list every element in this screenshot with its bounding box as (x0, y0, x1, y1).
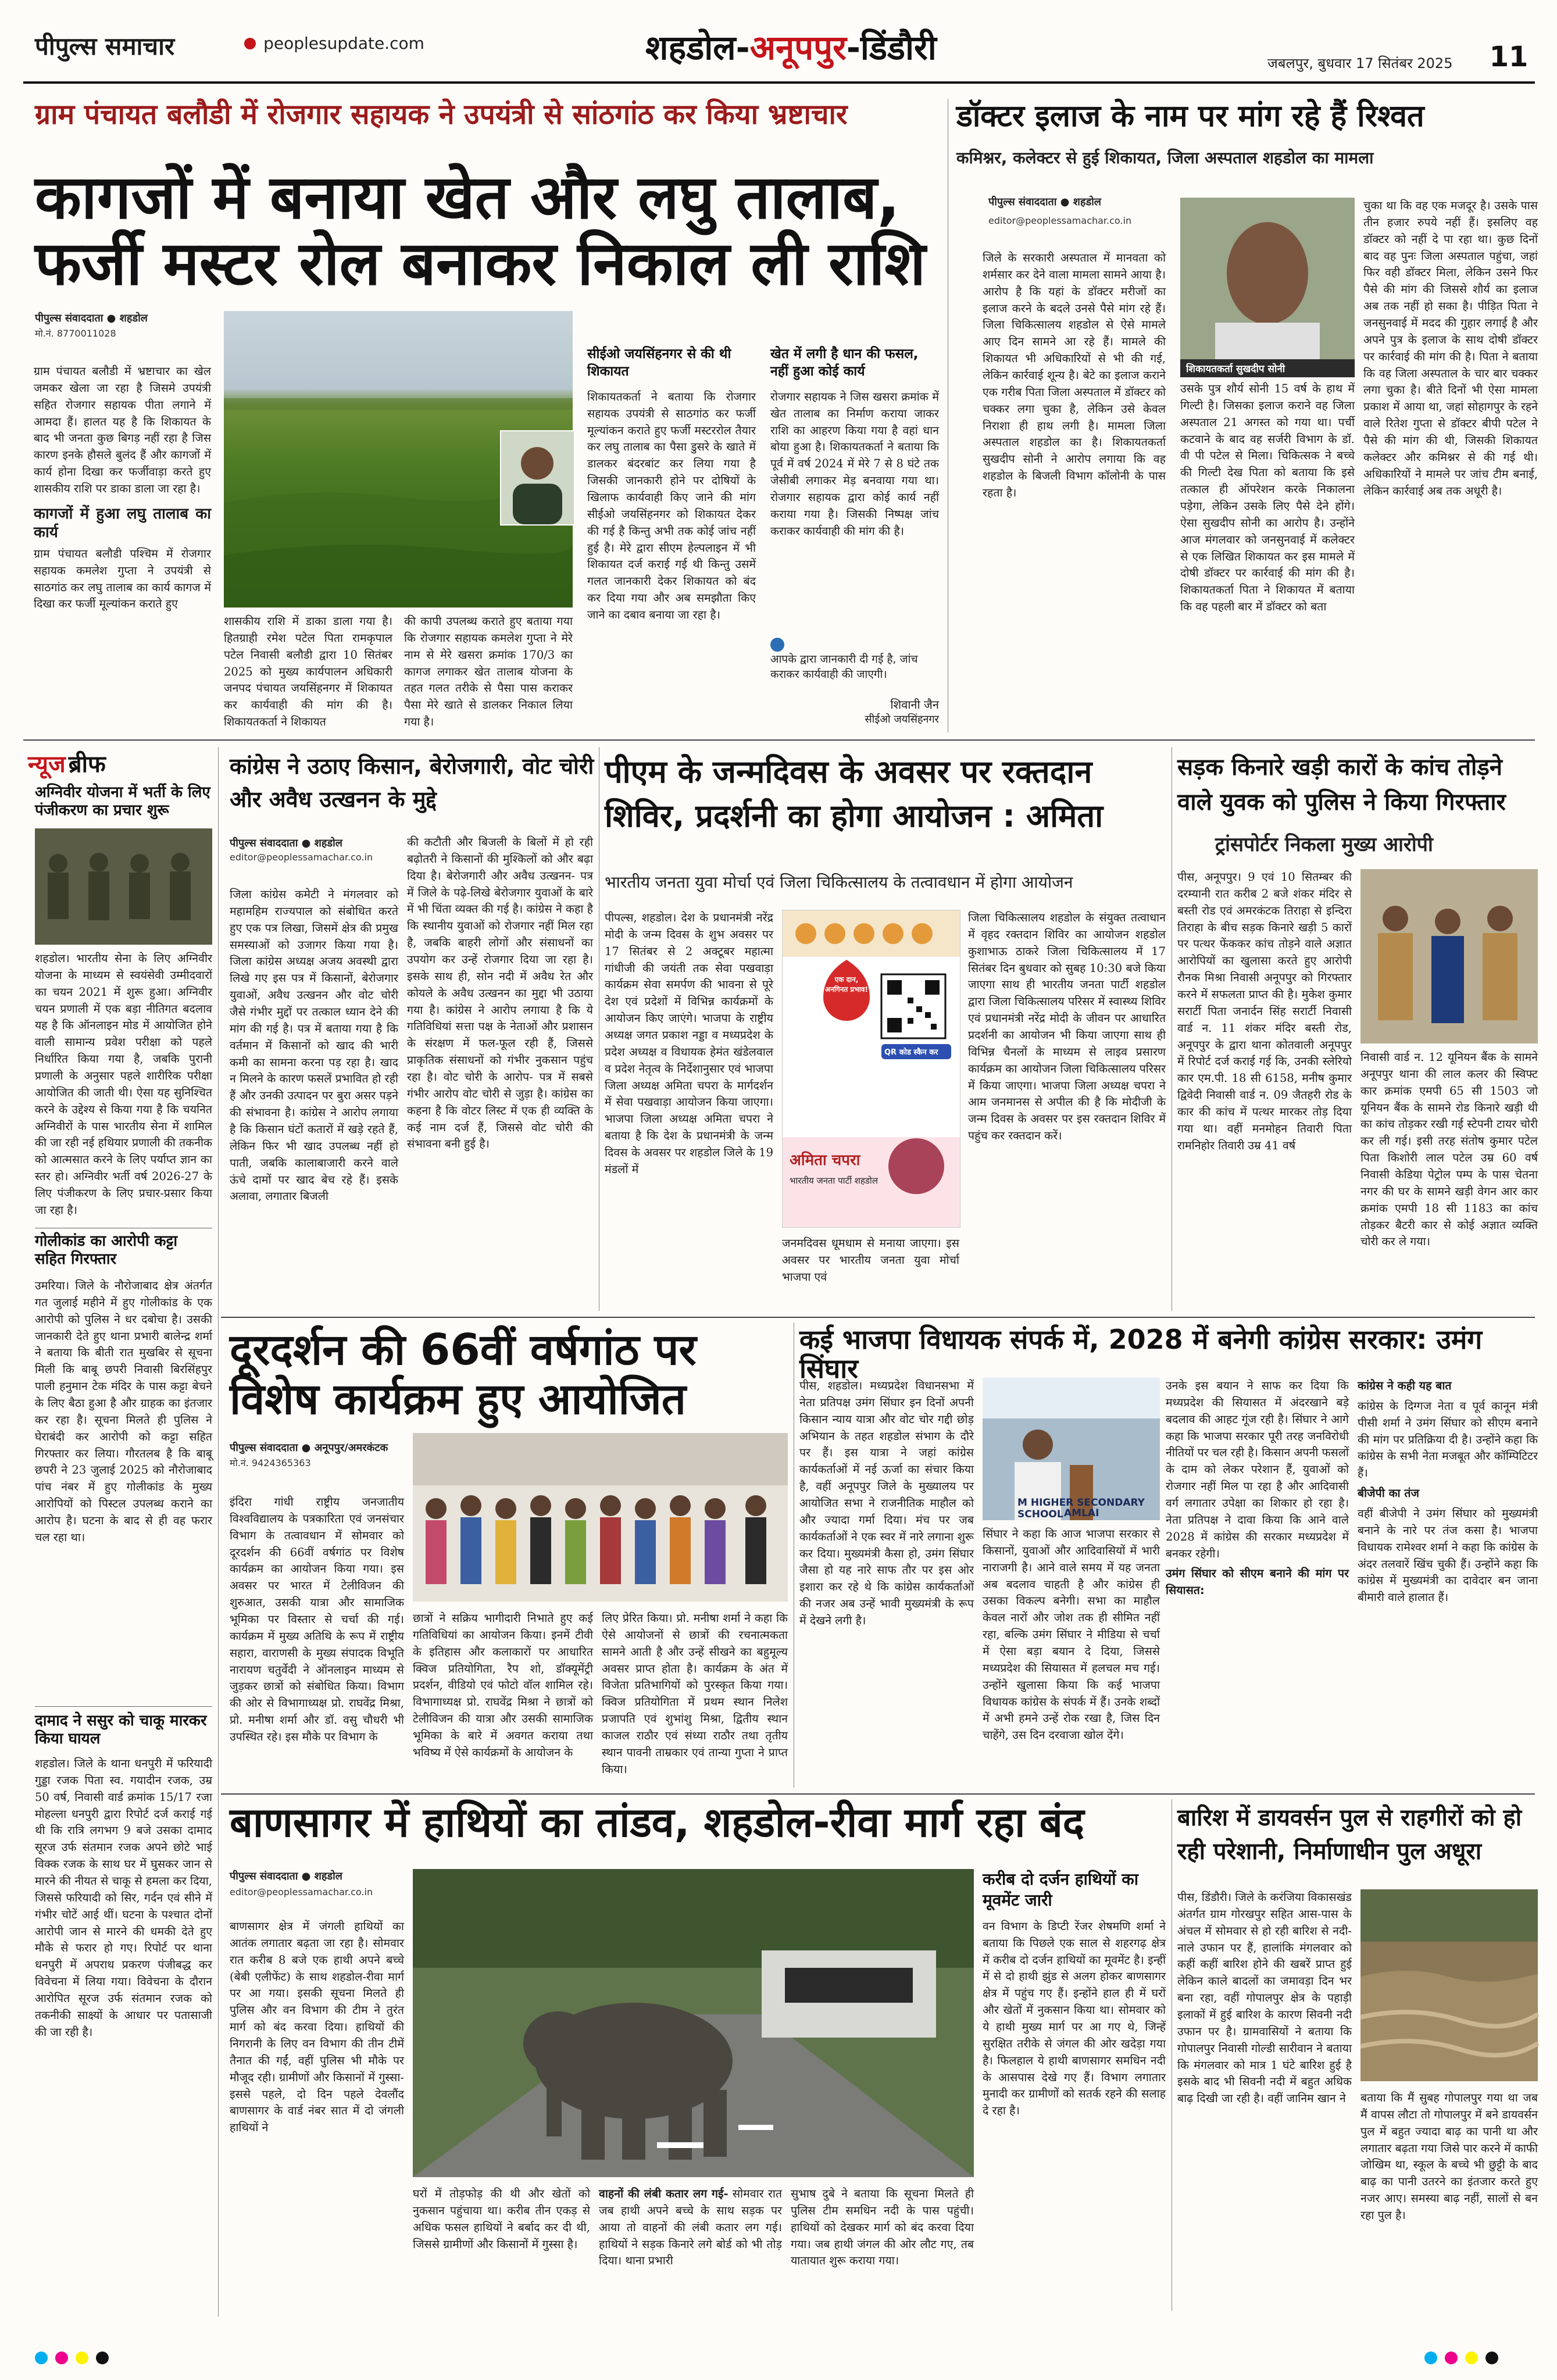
elephant-road-photo (413, 1869, 974, 2177)
doctor-byline: पीपुल्स संवाददाता ● शहडोल (988, 196, 1101, 208)
logo-text: पीपुल्स समाचार (35, 32, 175, 60)
congress-headline: कांग्रेस ने उठाए किसान, बेरोजगारी, वोट चोरी और अवैध उत्खनन के मुद्दे (230, 753, 594, 812)
pm-col-1 (605, 910, 773, 1311)
website-text: peoplesupdate.com (263, 34, 424, 53)
registration-dot-black (96, 2352, 109, 2364)
umang-col-4-sub-2: बीजेपी का तंज (1358, 1486, 1419, 1500)
lead-col-5 (770, 346, 939, 726)
umang-col-4b-text: वहीं बीजेपी ने उमंग सिंघार को मुख्यमंत्री बनाने के नारे पर तंज कसा है। भाजपा विधायक रामेश्वर शर्मा ने कहा कि कांग्रेस के अंदर तलवारें खिंच चुकी हैं। उन्होंने कहा कि कांग्रेस में मुख्यमंत्री का दावेदार बन जाना बीमारी वाले हालात हैं। (1358, 1507, 1538, 1604)
registration-dot-cyan-2 (1424, 2352, 1437, 2364)
flood-illustration (1360, 1889, 1538, 2081)
umang-col-3-sub: उमंग सिंघार को सीएम बनाने की मांग पर सियासत: (1166, 1567, 1349, 1598)
umang-headline: कई भाजपा विधायक संपर्क में, 2028 में बनेगी कांग्रेस सरकार: उमंग सिंघार (799, 1324, 1483, 1384)
pm-headline: पीएम के जन्मदिवस के अवसर पर रक्तदान शिविर, प्रदर्शनी का होगा आयोजन : अमिता (605, 753, 1104, 834)
lead-col-5-text: रोजगार सहायक ने जिस खसरा क्रमांक में खेत तालाब का निर्माण कराया जाकर राशि का आहरण किया गया है वहां धान बोया हुआ है। शिकायतकर्ता ने बताया कि पूर्व में वर्ष 2024 में मेरे 7 से 8 घंटे तक जेसीबी लगाकर मेड़ बनवाया गया था। रोजगार सहायक द्वारा कोई कार्य नहीं कराया गया है। जिसकी निष्पक्ष जांच कराकर कार्यवाही की मांग की है। (770, 389, 939, 538)
elephant-col-4: सुभाष दुबे ने बताया कि सूचना मिलते ही पुलिस टीम समधिन नदी के पास पहुंची। हाथियों को देखकर मार्ग को बंद करवा दिया गया। जब हाथी जंगल की ओर लौट गए, तब यातायात शुरू कराया गया। (791, 2187, 974, 2268)
lead-kicker: ग्राम पंचायत बलौडी में रोजगार सहायक ने उपयंत्री से सांठगांठ कर किया भ्रष्टाचार (35, 98, 848, 131)
bridge-headline: बारिश में डायवर्सन पुल से राहगीरों को हो रही परेशानी, निर्माणाधीन पुल अधूरा (1177, 1804, 1522, 1865)
brief-3-head: दामाद ने ससुर को चाकू मारकर किया घायल (35, 1712, 207, 1748)
school-sign-text-2: AMLAI (1064, 1507, 1099, 1519)
doctor-headline: डॉक्टर इलाज के नाम पर मांग रहे हैं रिश्वत (956, 99, 1424, 134)
dd-byline: पीपुल्स संवाददाता ● अनूपपुर/अमरकंटक (230, 1442, 388, 1454)
poster-name: अमिता चपरा (790, 1152, 860, 1169)
lead-phone: मो.नं. 8770011028 (35, 328, 116, 339)
brief-label-part-2: ब्रीफ (68, 751, 106, 778)
doctor-email: editor@peoplessamachar.co.in (988, 215, 1132, 226)
umang-col-3 (1166, 1378, 1349, 1785)
man-portrait-icon (1180, 198, 1355, 375)
doctor-col-1: जिले के सरकारी अस्पताल में मानवता को शर्मसार कर देने वाला मामला सामने आया है। आरोप है कि यहां के डॉक्टर मरीजों का इलाज करने के बदले उनसे पैसे मांग रहे हैं। जिला चिकित्सालय शहडोल से ऐसे मामले आए दिन सामने आ रहे हैं। मामले की शिकायत भी अधिकारियों से भी की गई, लेकिन कार्रवाई शून्य है। बेटे का इलाज कराने एक गरीब पिता जिला अस्पताल में डॉक्टर को चक्कर लगा चुका है, लेकिन उसे केवल निराशा ही हाथ लगी है। मामला जिला अस्पताल शहडोल का है। शिकायतकर्ता सुखदीप सोनी ने आरोप लगाया कि वह शहडोल के बिजली विभाग कॉलोनी के पास रहता है। (983, 251, 1166, 500)
elephant-sidebar-head: करीब दो दर्जन हाथियों का मूवमेंट जारी (983, 1870, 1139, 1910)
lead-col-1-text: ग्राम पंचायत बलौडी में भ्रष्टाचार का खेल जमकर खेला जा रहा है जिसमे उपयंत्री सहित रोजगार सहायक पीता लगाने में आमदा हैं। हालत यह है कि शिकायत के बाद भी जनता कुछ बिगड़ नहीं रहा है जिस कारण इनके हौसले बुलंद हैं और कागजों में कार्य होना दिखा कर फर्जीवाड़ा करते हुए शासकीय राशि पर डाका डाला जा रहा है। (34, 364, 211, 496)
students-group-illustration (413, 1433, 788, 1602)
congress-byline: पीपुल्स संवाददाता ● शहडोल (230, 837, 342, 849)
umang-col-4 (1358, 1378, 1538, 1785)
umang-col-1: पीस, शहडोल। मध्यप्रदेश विधानसभा में नेता प्रतिपक्ष उमंग सिंघार इन दिनों अपनी किसान न्याय यात्रा और वोट चोर गद्दी छोड़ अभियान के तहत शहडोल संभाग के दौरे पर हैं। इस यात्रा ने जहां कांग्रेस कार्यकर्ताओं में नई ऊर्जा का संचार किया है, वहीं अनूपपुर जिले के मुख्यालय पर आयोजित सभा ने राजनीतिक माहौल को और ज्यादा गर्मा दिया। मंच पर जब कार्यकर्ताओं ने एक स्वर में नारे लगाना शुरू कर दिया। मुख्यमंत्री कैसा हो, उमंग सिंघार जैसा हो यह नारे साफ तौर पर इस ओर इशारा कर रहे थे कि कांग्रेस कार्यकर्ताओं की नजर अब उन्हें भावी मुख्यमंत्री के रूप में देखने लगी है। (799, 1379, 974, 1628)
elephant-headline: बाणसागर में हाथियों का तांडव, शहडोल-रीवा मार्ग रहा बंद (230, 1799, 1084, 1846)
brief-1-body: शहडोल। भारतीय सेना के लिए अग्निवीर योजना के माध्यम से स्वयंसेवी उम्मीदवारों का चयन 2021 में शुरू हुआ। अग्निवीर चयन प्रणाली में एक बड़ा नीतिगत बदलाव यह है कि ऑनलाइन मोड में आयोजित होने वाली सामान्य प्रवेश परीक्षा को पहले निर्धारित किया गया है, जबकि पुरानी प्रणाली के अनुसार पहले शारीरिक परीक्षा आयोजित की जाती थी। ऐसा यह सुनिश्चित करने के उद्देश्य से किया गया है कि चयनित अग्निवीरों के पास भारतीय सेना में शामिल की जा रही नई हथियार प्रणाली की तकनीक को आत्मसात करने के लिए पर्याप्त ज्ञान का स्तर हो। अग्निवीर भर्ती वर्ष 2026-27 के लिए पंजीकरण के लिए प्रचार-प्रसार किया जा रहा है। (35, 952, 212, 1217)
dd-col-2: छात्रों ने सक्रिय भागीदारी निभाते हुए कई गतिविधियां का आयोजन किया। इनमें टीवी के इतिहास और कलाकारों पर आधारित क्विज प्रतियोगिता, रैप शो, डॉक्यूमेंट्री प्रदर्शन, वीडियो एवं फोटो वॉल शामिल रहे। विभागाध्यक्ष प्रो. राघवेंद्र मिश्रा ने छात्रों को टेलीविजन की यात्रा और उसकी सामाजिक भूमिका के बारे में अवगत कराया तथा भविष्य में ऐसे कार्यक्रमों के आयोजन के (413, 1611, 593, 1759)
elephant-col-3-head: वाहनों की लंबी कतार लग गई- (599, 2187, 728, 2200)
car-col-2: निवासी वार्ड न. 12 यूनियन बैंक के सामने अनूपपुर थाना की लाल कलर की स्विफ्ट कार क्रमांक एमपी 65 सी 1503 जो यूनियन बैंक के सामने रोड किनारे खड़ी थी का कांच तोड़कर रखी गई स्टेपनी टायर चोरी कर ली गई। इसी तरह संतोष कुमार पटेल पिता किशोरी लाल पटेल उम्र 60 वर्ष निवासी केडिया पेट्रोल पम्प के पास चेतना नगर की घर के सामने खड़ी वेगन आर कार क्रमांक एमपी 18 सी 1183 का कांच तोड़कर बैटरी कार से कोई अज्ञात व्यक्ति चोरी कर ले गया। (1360, 1050, 1538, 1249)
lead-col-4-head: सीईओ जयसिंहनगर से की थी शिकायत (587, 346, 731, 379)
quote-by: शिवानी जैन (890, 697, 939, 712)
elephant-byline: पीपुल्स संवाददाता ● शहडोल (230, 1870, 342, 1882)
lead-byline-text: पीपुल्स संवाददाता ● शहडोल (35, 312, 148, 324)
registration-dot-magenta-2 (1445, 2352, 1458, 2364)
poster-qr-text: QR कोड स्कैन कर (884, 1048, 938, 1057)
flooded-bridge-photo (1360, 1889, 1538, 2081)
pm-col-1b: जनमदिवस धूमधाम से मनाया जाएगा। इस अवसर पर भारतीय जनता युवा मोर्चा भाजपा एवं (782, 1237, 959, 1284)
quote-icon (770, 638, 784, 652)
website-label[interactable] (244, 34, 424, 53)
umang-col-4-text: कांग्रेस के दिग्गज नेता व पूर्व कानून मंत्री पीसी शर्मा ने उमंग सिंघार को सीएम बनाने की मांग पर प्रतिक्रिया दी है। उन्होंने कहा कि कांग्रेस के सभी नेता मजबूत और कॉम्पिटिटर हैं। (1358, 1399, 1538, 1480)
doctor-photo-caption: शिकायतकर्ता सुखदीप सोनी (1180, 359, 1355, 377)
dd-col-3: लिए प्रेरित किया। प्रो. मनीषा शर्मा ने कहा कि ऐसे आयोजनों से छात्रों की रचनात्मकता सामने आती है और उन्हें सीखने का बहुमूल्य अवसर प्राप्त होता है। कार्यक्रम के अंत में विजेता प्रतिभागियों को पुरस्कृत किया गया। क्विज प्रतियोगिता में प्रथम स्थान निलेश प्रजापति एवं शुभांशु मिश्रा, द्वितीय स्थान काजल राठौर एवं संध्या राठौर तथा तृतीय स्थान पावनी ताम्रकार एवं तान्या गुप्ता ने प्राप्त किया। (602, 1611, 788, 1776)
lead-col-4-text: शिकायतकर्ता ने बताया कि रोजगार सहायक उपयंत्री से साठगांठ कर फर्जी मूल्यांकन कराते हुए फर्जी मस्टररोल तैयार कर लघु तालाब का पैसा डुसरे के खाते में डालकर बंदरबांट कर लिया गया है जिसकी जानकारी होने पर दोषियों के खिलाफ कार्यवाही किए जाने की मांग सीईओ जयसिंहनगर को शिकायत देकर की गई है किन्तु अभी तक कोई जांच नहीं हुई है। मेरे द्वारा सीएम हेल्पलाइन में भी शिकायत दर्ज कराई गई थी किन्तु उसमें गलत जानकारी देकर शिकायत को बंद कर दिया गया और अब समझौता किए जाने का दबाव बनाया जा रहा है। (587, 389, 756, 621)
divider-brief (218, 747, 219, 2317)
elephant-col-3-text (599, 2186, 782, 2270)
section-title-part-1: शहडोल- (645, 28, 750, 67)
lead-col-1 (34, 363, 211, 637)
complainant-sukhdeep-photo (1180, 198, 1355, 375)
page-number: 11 (1489, 41, 1529, 73)
car-headline: सड़क किनारे खड़ी कारों के कांच तोड़ने वाले युवक को पुलिस ने किया गिरफ्तार (1177, 754, 1506, 816)
elephant-col-1: बाणसागर क्षेत्र में जंगली हाथियों का आतंक लगातार बढ़ता जा रहा है। सोमवार रात करीब 8 बजे एक हाथी अपने बच्चे (बेबी एलीफेंट) के साथ शहडोल-रीवा मार्ग पर आ गया। इसकी सूचना मिलते ही पुलिस और वन विभाग की टीम ने तुरंत मार्ग को बंद करवा दिया। हाथियों की निगरानी के लिए वन विभाग की तीन टीमें तैनात की गईं, वहीं पुलिस भी मौके पर मौजूद रही। ग्रामीणों और किसानों में गुस्सा- इससे पहले, दो दिन पहले देवलौंद बाणसागर के वार्ड नंबर सात में दो जंगली हाथियों ने (230, 1920, 404, 2135)
lead-col-4 (587, 346, 756, 752)
school-sign-text: M HIGHER SECONDARY SCHOOL (1017, 1497, 1145, 1520)
elephant-sidebar-body: वन विभाग के डिप्टी रेंजर शेषमणि शर्मा ने बताया कि पिछले एक साल से शहरगढ़ क्षेत्र में करीब दो दर्जन हाथियों का मूवमेंट है। इन्हीं में से दो हाथी झुंड से अलग होकर बाणसागर क्षेत्र में पहुंच गए हैं। इन्होंने हाल ही में घरों और खेतों में नुकसान किया था। सोमवार को ये हाथी मुख्य मार्ग पर आ गए थे, जिन्हें सुरक्षित तरीके से जंगल की ओर खदेड़ा गया है। फिलहाल ये हाथी बाणसागर समधिन नदी के आसपास देखे गए हैं। विभाग लगातार मुनादी कर ग्रामीणों को सतर्क रहने की सलाह दे रहा है। (983, 1919, 1166, 2118)
lead-col-1b-text: ग्राम पंचायत बलौडी पश्चिम में रोजगार सहायक कमलेश गुप्ता ने उपयंत्री से साठगांठ कर लघु तालाब का कार्य कागज में दिखा कर फर्जी मूल्यांकन कराते हुए (34, 546, 211, 611)
elephant-col-3 (599, 2186, 782, 2308)
doctor-col-3: चुका था कि वह एक मजदूर है। उसके पास तीन हजार रुपये नहीं हैं। इसलिए वह डॉक्टर को नहीं दे पा रहा था। कुछ दिनों बाद वह पुनः जिला अस्पताल पहुंचा, जहां फिर वही डॉक्टर मिला, लेकिन उसने फिर पैसे की मांग की जिससे शौर्य का इलाज अब तक नहीं हो सका है। पीड़ित पिता ने जनसुनवाई में मदद की गुहार लगाई है और अपने पुत्र के इलाज के साथ दोषी डॉक्टर पर कार्रवाई की मांग की है। पिता ने बताया कि वह जिला अस्पताल के चार बार चक्कर लगा चुका है। बीते दिनों भी ऐसा मामला प्रकाश में आया था, जहां सोहागपुर के रहने वाले रितेश गुप्ता से डॉक्टर बीपी पटेल ने पैसे की मांग की थी, जिसकी शिकायत कलेक्टर और कमिश्नर से की गई थी। अधिकारियों ने मामले पर जांच टीम बनाई, लेकिन कार्रवाई अब तक अधूरी है। (1363, 199, 1538, 498)
umang-col-2: सिंघार ने कहा कि आज भाजपा सरकार से किसानों, युवाओं और आदिवासियों में भारी नाराजगी है। आने वाले समय में यह जनता अब बदलाव चाहती है और कांग्रेस ही उसका विकल्प बनेगी। सभा का माहौल केवल नारों और जोश तक ही सीमित नहीं रहा, बल्कि उमंग सिंघार ने मीडिया से चर्चा में ऐसा बड़ा बयान दे दिया, जिससे मध्यप्रदेश की सियासत में हलचल मच गई। उन्होंने खुलासा किया कि कई भाजपा विधायक कांग्रेस के संपर्क में हैं। उनके शब्दों में अभी हमने उन्हें रोक रखा है, जिस दिन चाहेंगे, उस दिन दरवाजा खोल देंगे। (983, 1527, 1160, 1742)
dd-col-1: इंदिरा गांधी राष्ट्रीय जनजातीय विश्वविद्यालय के पत्रकारिता एवं जनसंचार विभाग के तत्वावधान में सोमवार को दूरदर्शन की 66वीं वर्षगांठ पर विशेष कार्यक्रम का आयोजन किया गया। इस अवसर पर भारत में टेलीविजन की शुरुआत, उसकी यात्रा और सामाजिक भूमिका पर विस्तार से चर्चा की गई। कार्यक्रम में मुख्य अतिथि के रूप में राष्ट्रीय सहारा, वाराणसी के मुख्य संपादक विभूति नारायण चतुर्वेदी ने ऑनलाइन माध्यम से जुड़कर छात्रों को संबोधित किया। विभाग की ओर से विभागाध्यक्ष प्रो. राघवेंद्र मिश्रा, प्रो. मनीषा शर्मा और डॉ. वसु चौधरी भी उपस्थित रहे। इस मौके पर विभाग के (230, 1495, 404, 1744)
doctor-subhead: कमिश्नर, कलेक्टर से हुई शिकायत, जिला अस्पताल शहडोल का मामला (956, 148, 1374, 167)
section-title-part-2: अनूपपुर (749, 28, 847, 67)
divider-row-3 (221, 1793, 1535, 1795)
globe-icon (244, 38, 256, 49)
registration-dot-black-2 (1485, 2352, 1498, 2364)
lead-headline: कागजों में बनाया खेत और लघु तालाब, फर्जी मस्टर रोल बनाकर निकाल ली राशि (35, 162, 926, 299)
quote-role: सीईओ जयसिंहनगर (865, 713, 939, 726)
brief-label-part-1: न्यूज (28, 751, 66, 778)
news-brief-label (28, 747, 106, 779)
blood-donation-poster (782, 910, 960, 1228)
elephant-email: editor@peoplessamachar.co.in (230, 1886, 373, 1897)
section-title (645, 23, 937, 69)
soldiers-photo (35, 828, 212, 945)
elephant-col-3-body: सोमवार रात जब हाथी अपने बच्चे के साथ सड़क पर आया तो वाहनों की लंबी कतार लग गई। हाथियों ने सड़क किनारे लगे बोर्ड को भी तोड़ दिया। थाना प्रभारी (599, 2187, 782, 2268)
color-registration-strip-right (1424, 2352, 1503, 2367)
quote-text: आपके द्वारा जानकारी दी गई है, जांच कराकर कार्यवाही की जाएगी। (770, 652, 918, 681)
poster-role: भारतीय जनता पार्टी शहडोल (790, 1175, 878, 1186)
police-group-illustration (1360, 869, 1538, 1044)
pm-col-1-text: पीपल्स, शहडोल। देश के प्रधानमंत्री नरेंद्र मोदी के जन्म दिवस के शुभ अवसर पर 17 सितंबर से 2 अक्टूबर महात्मा गांधीजी की जयंती तक सेवा पखवाड़ा कार्यक्रम सेवा समर्पण की भावना से पूरे देश एवं प्रदेशों में विभिन्न कार्यक्रमों के आयोजन किए जाएंगे। भाजपा के राष्ट्रीय अध्यक्ष जगत प्रकाश नड्डा व मध्यप्रदेश के प्रदेश अध्यक्ष व विधायक हेमंत खंडेलवाल व प्रदेश नेतृत्व के निर्देशानुसार एवं भाजपा जिला अध्यक्ष अमिता चपरा के मार्गदर्शन में सेवा पखवाड़ा आयोजन किया जाएगा। भाजपा जिला अध्यक्ष अमिता चपरा ने बताया है कि देश के प्रधानमंत्री के जन्म दिवस के अवसर पर शहडोल जिले के 19 मंडलों में (605, 911, 773, 1176)
brief-2-head: गोलीकांड का आरोपी कट्टा सहित गिरफ्तार (35, 1232, 178, 1268)
lead-byline (35, 311, 148, 325)
police-arrest-photo (1360, 869, 1538, 1044)
registration-dot-yellow (76, 2352, 88, 2364)
dateline: जबलपुर, बुधवार 17 सितंबर 2025 (1267, 55, 1453, 72)
elephant-col-2: घरों में तोड़फोड़ की थी और खेतों को नुकसान पहुंचाया था। करीब तीन एकड़ से अधिक फसल हाथियों ने बर्बाद कर दी थी, जिससे ग्रामीणों और किसानों में गुस्सा है। (413, 2187, 590, 2251)
dd-phone: मो.नं. 9424365363 (230, 1457, 311, 1468)
soldiers-illustration (35, 828, 212, 945)
car-col-1: पीस, अनूपपुर। 9 एवं 10 सितम्बर की दरम्यानी रात करीब 2 बजे शंकर मंदिर से बस्ती रोड एवं अमरकंटक तिराहा से इन्दिरा तिराहा के बीच सड़क किनारे खड़ी 5 कारों पर पत्थर फेंककर कांच तोड़ने वाले अज्ञात आरोपियों का खुलासा करते हुए आरोपी रौनक मिश्रा निवासी अनूपपुर को गिरफ्तार करने में सफलता प्राप्त की है। मुकेश कुमार सरार्टी पिता जनार्दन सिंह सरार्टी निवासी वार्ड न. 11 शंकर मंदिर बस्ती रोड, अनूपपुर के द्वारा थाना कोतवाली अनूपपुर में रिपोर्ट दर्ज कराई गई कि, उनकी स्लेरियो कार एम.पी. 18 सी 6158, मनीष कुमार द्विवेदी निवासी वार्ड न. 09 जैतहरी रोड के कार की कांच में पत्थर मारकर तोड़ दिया गया था। वहीं मनमोहन तिवारी पिता रामनिहोर तिवारी उम्र 41 वर्ष (1177, 870, 1352, 1152)
section-title-part-3: -डिंडौरी (846, 28, 937, 67)
person-portrait-icon (501, 431, 574, 524)
masthead-logo (35, 29, 174, 58)
divider-row-2 (221, 1317, 1535, 1318)
registration-dot-yellow-2 (1465, 2352, 1478, 2364)
elephant-on-road-illustration (413, 1869, 974, 2177)
car-subhead: ट्रांसपोर्टर निकला मुख्य आरोपी (1215, 833, 1433, 856)
brief-2-body: उमरिया। जिले के नौरोजाबाद क्षेत्र अंतर्गत गत जुलाई महीने में हुए गोलीकांड के एक आरोपी को पुलिस ने धर दबोचा है। उसकी जानकारी देते हुए थाना प्रभारी बालेन्द्र शर्मा ने बताया कि बीती रात मुखबिर से सूचना मिली कि बाबू छपरी निवासी बिरसिंहपुर पाली हनुमान टेक मंदिर के पास कट्टा बेचने के लिए बैठा हुआ है और ग्राहक का इंतजार कर रहा है। सूचना मिलते ही पुलिस ने घेराबंदी कर आरोपी को कट्टा सहित गिरफ्तार कर लिया। गौरतलब है कि बाबू छपरी ने 23 जुलाई 2025 को नौरोजाबाद पांच नंबर में हुए गोलीकांड के मुख्य आरोपियों को पिस्टल उपलब्ध कराने का आरोप है। घटना के बाद से ही वह फरार चल रहा था। (35, 1279, 212, 1544)
complainant-photo (500, 430, 575, 526)
poster-drop-text: एक दान, अनगिनत प्रभाव! (825, 975, 868, 994)
brief-3-body: शहडोल। जिले के थाना धनपुरी में फरियादी गुड्डा रजक पिता स्व. गयादीन रजक, उम्र 50 वर्ष, निवासी वार्ड क्रमांक 15/17 रजा मोहल्ला धनपुरी द्वारा रिपोर्ट दर्ज कराई गई थी कि रात्रि लगभग 9 बजे उसका दामाद सूरज उर्फ संतमान रजक अपने छोटे भाई विक्क रजक के साथ घर में घुसकर जान से मारने की नीयत से चाकू से हमला कर दिया, जिससे फरियादी को सिर, गर्दन एवं सीने में गंभीर चोटें आई थीं। घटना के पश्चात दोनों आरोपी जान से मारने की धमकी देते हुए मौके से फरार हो गए। रिपोर्ट पर थाना धनपुरी में अपराध प्रकरण पंजीबद्ध कर विवेचना में लिया गया। विवेचना के दौरान आरोपित सूरज उर्फ संतमान रजक को तकनीकी साक्ष्यों के आधार पर पतासाजी की जा रही है। (35, 1757, 212, 2039)
lead-col-2: शासकीय राशि में डाका डाला गया है। हितग्राही रमेश पटेल पिता रामकृपाल पटेल निवासी बलौडी द्वारा 10 सितंबर 2025 को मुख्य कार्यपालन अधिकारी जनपद पंचायत जयसिंहनगर में शिकायत कर कार्यवाही की मांग की है। शिकायतकर्ता ने शिकायत (224, 614, 392, 729)
official-quote (770, 638, 939, 726)
divider-row-1 (23, 739, 1535, 741)
umang-col-3-text: उनके इस बयान ने साफ कर दिया कि मध्यप्रदेश की सियासत में अंदरखाने बड़े बदलाव की आहट गूंज रही है। सिंघार ने आगे कहा कि भाजपा सरकार पूरी तरह जनविरोधी नीतियों पर चल रही है। किसान अपनी फसलों के दाम को लेकर परेशान हैं, युवाओं को रोजगार नहीं मिल पा रहा है और आदिवासी वर्ग लगातार उपेक्षा का शिकार हो रहा है। नेता प्रतिपक्ष ने दावा किया कि आने वाले 2028 में कांग्रेस की सरकार मध्यप्रदेश में बनकर रहेगी। (1166, 1379, 1349, 1560)
masthead-rule (23, 81, 1535, 84)
doctor-col-2: उसके पुत्र शौर्य सोनी 15 वर्ष के हाथ में गिल्टी है। जिसका इलाज कराने वह जिला अस्पताल 21 अगस्त को गया था। पर्ची कटवाने के बाद वह सर्जरी विभाग के डॉ. वी पी पटेल से मिला। चिकित्सक ने बच्चे की गिल्टी देख पिता को बताया कि इसे तत्काल ही ऑपरेशन करके निकालना पड़ेगा, लेकिन उसके लिए पैसे देने होंगे। ऐसा सुखदीप सोनी का आरोप है। उन्होंने आज मंगलवार को जनसुनवाई में कलेक्टर से एक लिखित शिकायत कर इस मामले में दोषी डॉक्टर पर कार्रवाई की मांग की है। शिकायतकर्ता पिता ने शिकायत में बताया कि वह पहली बार में डॉक्टर को बता (1180, 382, 1355, 614)
congress-col-2: की कटौती और बिजली के बिलों में हो रही बढ़ोतरी ने किसानों की मुश्किलों को और बढ़ा दिया है। बेरोजगारी और अवैध उत्खनन- पत्र में जिले के पढ़े-लिखे बेरोजगार युवाओं के बारे में भी चिंता व्यक्त की गई है। कांग्रेस ने कहा है कि स्थानीय युवाओं को रोजगार नहीं मिल रहा है, जबकि बाहरी लोगों और संसाधनों का उपयोग कर उन्हें रोजगार दिया जा रहा है। इसके साथ ही, सोन नदी में अवैध रेत और कोयले के अवैध उत्खनन का मुद्दा भी उठाया गया है। कांग्रेस ने आरोप लगाया है कि ये गतिविधियां सत्ता पक्ष के नेताओं और प्रशासन के संरक्षण में फल-फूल रही हैं, जिससे प्राकृतिक संसाधनों को गंभीर नुकसान पहुंच रहा है। वोट चोरी के आरोप- पत्र में सबसे गंभीर आरोप वोट चोरी से जुड़ा है। कांग्रेस का कहना है कि वोटर लिस्ट में एक ही व्यक्ति के कई नाम दर्ज हैं, जिससे वोट चोरी की संभावना बनी हुई है। (407, 835, 593, 1151)
singhar-speech-photo (983, 1378, 1160, 1520)
pm-subhead: भारतीय जनता युवा मोर्चा एवं जिला चिकित्सालय के तत्वावधान में होगा आयोजन (605, 873, 1073, 892)
registration-dot-magenta (55, 2352, 68, 2364)
masthead (0, 0, 1557, 73)
pm-col-2: जिला चिकित्सालय शहडोल के संयुक्त तत्वाधान में वृहद रक्तदान शिविर का आयोजन शहडोल कुशाभाऊ ठाकरे जिला चिकित्सालय में 17 सितंबर दिन बुधवार को सुबह 10:30 बजे किया जाएगा साथ ही भारतीय जनता पार्टी शहडोल द्वारा जिला चिकित्सालय परिसर में स्वास्थ्य शिविर एवं प्रधानमंत्री नरेंद्र मोदी के जीवन पर आधारित प्रदर्शनी का आयोजन भी किया जाएगा साथ ही विभिन्न चैनलों के माध्यम से लाइव प्रसारण कार्यक्रम का आयोजन जिला चिकित्सालय परिसर में किया जाएगा। भाजपा जिला अध्यक्ष चपरा ने आम जनमानस से अपील की है कि मोदीजी के जन्म दिवस के अवसर पर इस रक्तदान शिविर में पहुंच कर रक्तदान करें। (968, 911, 1166, 1143)
congress-col-1: जिला कांग्रेस कमेटी ने मंगलवार को महामहिम राज्यपाल को संबोधित करते हुए एक पत्र लिखा, जिसमें क्षेत्र की प्रमुख समस्याओं को उजागर किया गया है। जिला कांग्रेस अध्यक्ष अजय अवस्थी द्वारा लिखे गए इस पत्र में किसानों, बेरोजगार युवाओं, अवैध उत्खनन और वोट चोरी जैसे गंभीर मुद्दों पर तत्काल ध्यान देने की मांग की गई है। पत्र में बताया गया है कि वर्तमान में किसानों को खाद की भारी कमी का सामना करना पड़ रहा है। खाद न मिलने के कारण फसलें प्रभावित हो रही हैं और उनकी उत्पादन पर बुरा असर पड़ने की संभावना है। कांग्रेस ने आरोप लगाया है कि किसान घंटों कतारों में खड़े रहते हैं, लेकिन फिर भी खाद उपलब्ध नहीं हो पाती, जबकि कालाबाजारी करने वाले ऊंचे दामों पर खाद बेच रहे हैं। इसके अलावा, लगातार बिजली (230, 888, 398, 1203)
brief-divider-2 (35, 1706, 212, 1707)
bridge-col-1: पीस, डिंडौरी। जिले के करंजिया विकासखंड अंतर्गत ग्राम गोरखपुर सहित आस-पास के अंचल में सोमवार से हो रही बारिश से नदी-नाले उफान पर हैं, हालांकि मंगलवार को कहीं कहीं बारिश होने की खबरें प्राप्त हुई लेकिन काले बादलों का जमावड़ा दिन भर बना रहा, वहीं गोपालपुर क्षेत्र के पहाड़ी इलाकों में हुई बारिश के कारण सिवनी नदी उफान पर है। ग्रामवासियों ने बताया कि गोपालपुर निवासी गोल्डी सारीवान ने बताया कि मंगलवार को मात्र 1 घंटे बारिश हुई है इसके बाद भी सिवनी नदी में बहुत अधिक बाढ़ दिखी जा रही है। वहीं जानिम खान ने (1177, 1891, 1352, 2106)
students-group-photo (413, 1433, 788, 1602)
lead-col-3: की कापी उपलब्ध कराते हुए बताया गया कि रोजगार सहायक कमलेश गुप्ता ने मेरे नाम से मेरे खसरा क्रमांक 170/3 का कागज लगाकर खेत तालाब योजना के तहत गलत तरीके से पैसा पास कराकर पैसा मेरे खाते से डालकर निकाल लिया गया है। (404, 614, 573, 729)
lead-col-5-head: खेत में लगी है धान की फसल, नहीं हुआ कोई कार्य (770, 346, 919, 379)
registration-dot-cyan (35, 2352, 48, 2364)
dd-headline: दूरदर्शन की 66वीं वर्षगांठ पर विशेष कार्यक्रम हुए आयोजित (230, 1325, 697, 1425)
brief-1-head: अग्निवीर योजना में भर्ती के लिए पंजीकरण का प्रचार शुरू (35, 784, 210, 820)
umang-col-4-sub-1: कांग्रेस ने कही यह बात (1358, 1379, 1452, 1392)
lead-subhead-1: कागजों में हुआ लघु तालाब का कार्य (34, 505, 211, 542)
elephant-sidebar (983, 1869, 1166, 2302)
congress-email: editor@peoplessamachar.co.in (230, 852, 373, 863)
color-registration-strip (35, 2352, 113, 2367)
bridge-col-2: बताया कि मैं सुबह गोपालपुर गया था जब मैं वापस लौटा तो गोपालपुर में बने डायवर्सन पुल में बहुत ज्यादा बाढ़ का पानी था और लगातार बढ़ता गया जिसे पार करने में काफी जोखिम था, स्कूल के बच्चे भी छुट्टी के बाद बाढ़ का पानी उतरने का इंतजार करते हुए नजर आए। समस्या बाढ़ नहीं, सालों से बन रहा पुल है। (1360, 2091, 1538, 2222)
